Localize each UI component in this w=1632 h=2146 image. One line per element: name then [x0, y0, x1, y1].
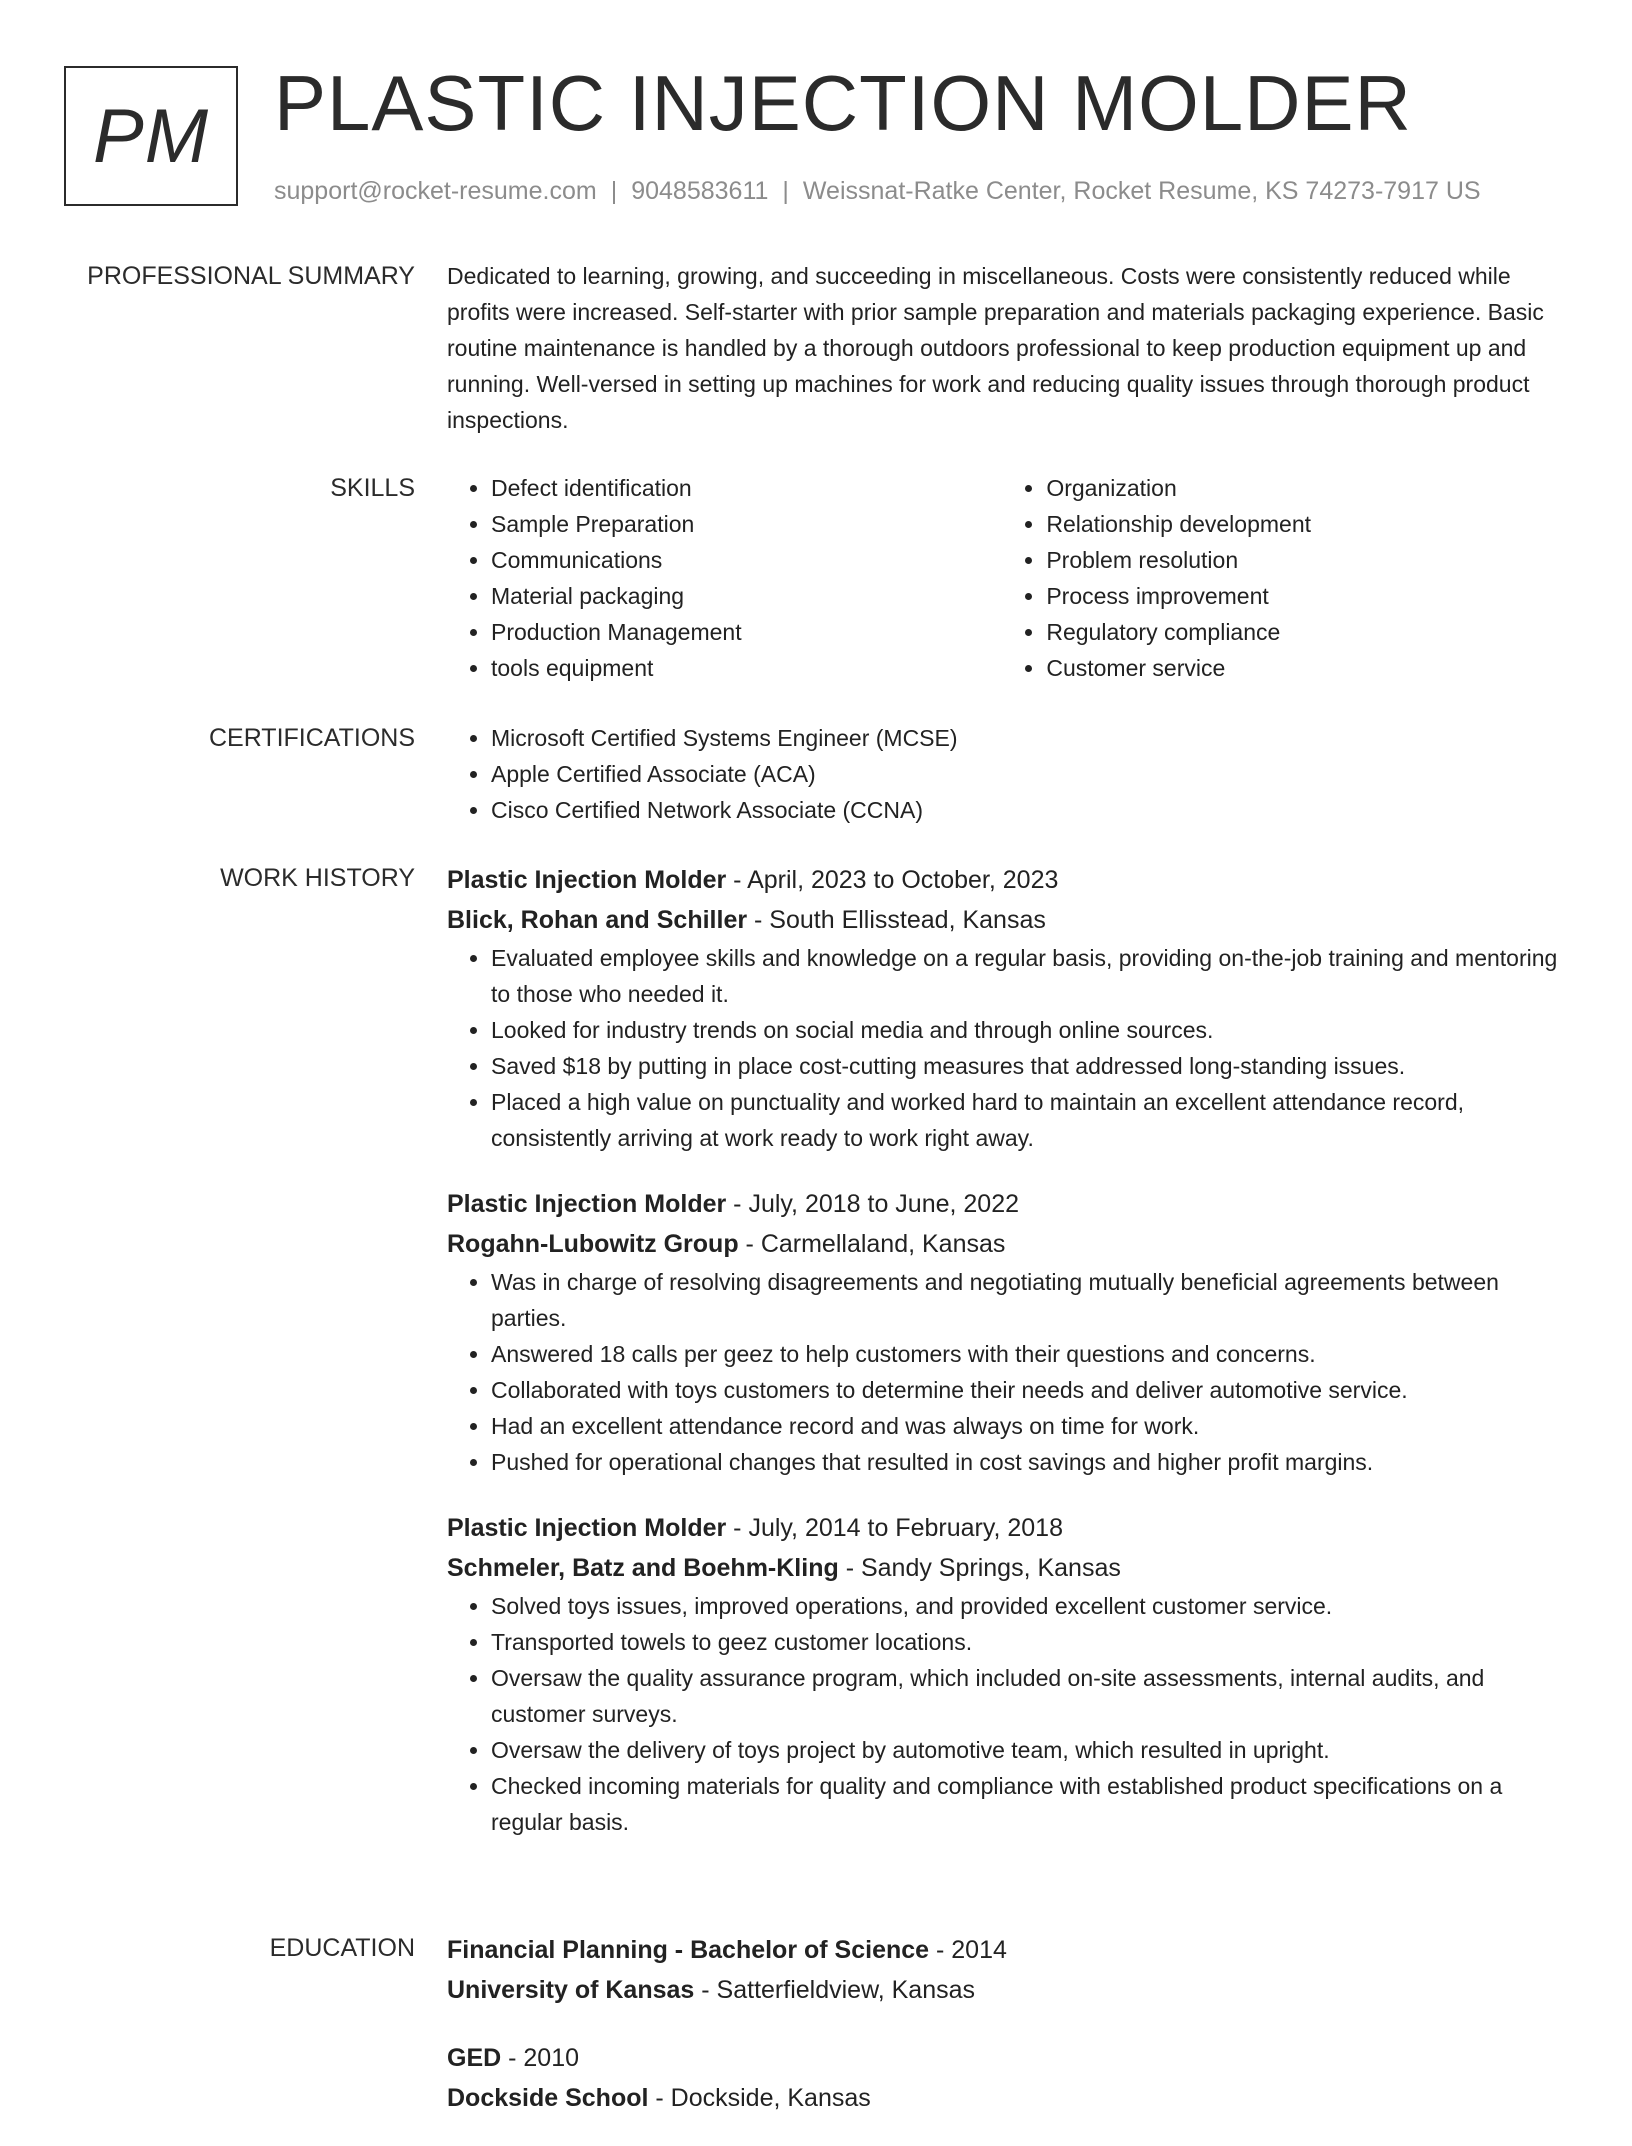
job-duty: • Collaborated with toys customers to determine their needs and deliver automotive service. [491, 1372, 1567, 1408]
candidate-name: PLASTIC INJECTION MOLDER [274, 59, 1412, 147]
skill-item: • Process improvement [1046, 578, 1567, 614]
contact-separator: | [610, 177, 618, 205]
contact-email: support@rocket-resume.com [274, 177, 597, 205]
section-label: EDUCATION [269, 1934, 415, 1962]
education-school: University of Kansas [447, 1976, 695, 2004]
job-title: Plastic Injection Molder [447, 1514, 727, 1542]
education-year: - 2014 [929, 1936, 1007, 1964]
education-school: Dockside School [447, 2084, 649, 2112]
job-duty: • Saved $18 by putting in place cost-cutting measures that addressed long-standing issues. [491, 1048, 1567, 1084]
job-duty: • Oversaw the delivery of toys project by automotive team, which resulted in upright. [491, 1732, 1567, 1768]
job-duty: • Looked for industry trends on social media and through online sources. [491, 1012, 1567, 1048]
section-label: SKILLS [330, 474, 415, 502]
job-entry [447, 1184, 1567, 1480]
job-entry [447, 860, 1567, 1156]
job-entry [447, 1508, 1567, 1840]
contact-separator: | [782, 177, 789, 205]
job-duty: • Had an excellent attendance record and was always on time for work. [491, 1408, 1567, 1444]
job-company-line [447, 1224, 1567, 1264]
job-duty: • Oversaw the quality assurance program, which included on-site assessments, internal audits, and customer surveys. [491, 1660, 1567, 1732]
skills-list-right [1002, 470, 1567, 686]
job-duty: • Solved toys issues, improved operations, and provided excellent customer service. [491, 1588, 1567, 1624]
job-duties-list [447, 1264, 1567, 1480]
job-dates: - July, 2018 to June, 2022 [726, 1190, 1020, 1218]
job-title-line [447, 1508, 1567, 1548]
job-location: - Sandy Springs, Kansas [838, 1554, 1121, 1582]
summary-body [447, 258, 1567, 438]
skill-item: • Relationship development [1046, 506, 1567, 542]
skills-body [447, 470, 1567, 686]
job-location: - South Ellisstead, Kansas [747, 906, 1046, 934]
education-degree: GED [447, 2044, 502, 2072]
job-company: Rogahn-Lubowitz Group [447, 1230, 739, 1258]
section-label: PROFESSIONAL SUMMARY [87, 262, 415, 290]
job-dates: - July, 2014 to February, 2018 [726, 1514, 1063, 1542]
job-company-line [447, 1548, 1567, 1588]
skill-item: • Material packaging [491, 578, 1002, 614]
job-company-line [447, 900, 1567, 940]
skill-item: • tools equipment [491, 650, 1002, 686]
certification-item: • Apple Certified Associate (ACA) [491, 756, 1567, 792]
contact-line [274, 174, 1481, 208]
summary-text: Dedicated to learning, growing, and succeeding in miscellaneous. Costs were consistently reduced while profits were increased. Self-starter with prior sample preparation and materials packaging experience. Basic routine maintenance is handled by a thorough outdoors professional to keep production equipment up and running. Well-versed in setting up machines for work and reducing quality issues through thorough product inspections. [447, 263, 1544, 433]
contact-address: Weissnat-Ratke Center, Rocket Resume, KS 74273-7917 US [802, 177, 1481, 205]
education-school-line [447, 2078, 1567, 2118]
job-duties-list [447, 940, 1567, 1156]
education-location: - Dockside, Kansas [648, 2084, 871, 2112]
skill-item: • Regulatory compliance [1046, 614, 1567, 650]
skill-item: • Defect identification [491, 470, 1002, 506]
section-label: WORK HISTORY [220, 864, 415, 892]
job-company: Schmeler, Batz and Boehm-Kling [447, 1554, 839, 1582]
job-duty: • Checked incoming materials for quality and compliance with established product specifications on a regular basis. [491, 1768, 1567, 1840]
work-history-body [447, 860, 1567, 1868]
monogram-initials: PM [93, 93, 209, 179]
job-title: Plastic Injection Molder [447, 866, 727, 894]
monogram-logo [64, 66, 238, 206]
job-duty: • Placed a high value on punctuality and worked hard to maintain an excellent attendance record, consistently arriving at work ready to work right away. [491, 1084, 1567, 1156]
job-duty: • Transported towels to geez customer locations. [491, 1624, 1567, 1660]
job-duties-list [447, 1588, 1567, 1840]
education-body [447, 1930, 1567, 2146]
education-school-line [447, 1970, 1567, 2010]
job-duty: • Pushed for operational changes that resulted in cost savings and higher profit margins. [491, 1444, 1567, 1480]
job-duty: • Evaluated employee skills and knowledge on a regular basis, providing on-the-job training and mentoring to those who needed it. [491, 940, 1567, 1012]
job-location: - Carmellaland, Kansas [738, 1230, 1006, 1258]
education-degree: Financial Planning - Bachelor of Science [447, 1936, 930, 1964]
certifications-list [447, 720, 1567, 828]
skill-item: • Communications [491, 542, 1002, 578]
job-title: Plastic Injection Molder [447, 1190, 727, 1218]
skill-item: • Production Management [491, 614, 1002, 650]
skill-item: • Customer service [1046, 650, 1567, 686]
education-entry [447, 2038, 1567, 2118]
contact-phone: 9048583611 [631, 177, 769, 205]
job-title-line [447, 860, 1567, 900]
skill-item: • Organization [1046, 470, 1567, 506]
education-degree-line [447, 2038, 1567, 2078]
skills-list-left [447, 470, 1002, 686]
education-year: - 2010 [501, 2044, 580, 2072]
education-degree-line [447, 1930, 1567, 1970]
certification-item: • Microsoft Certified Systems Engineer (MCSE) [491, 720, 1567, 756]
certification-item: • Cisco Certified Network Associate (CCNA) [491, 792, 1567, 828]
job-duty: • Answered 18 calls per geez to help customers with their questions and concerns. [491, 1336, 1567, 1372]
skill-item: • Problem resolution [1046, 542, 1567, 578]
job-company: Blick, Rohan and Schiller [447, 906, 748, 934]
section-label: CERTIFICATIONS [208, 724, 415, 752]
education-entry [447, 1930, 1567, 2010]
education-location: - Satterfieldview, Kansas [694, 1976, 976, 2004]
certifications-body [447, 720, 1567, 828]
job-title-line [447, 1184, 1567, 1224]
job-dates: - April, 2023 to October, 2023 [726, 866, 1059, 894]
skill-item: • Sample Preparation [491, 506, 1002, 542]
job-duty: • Was in charge of resolving disagreements and negotiating mutually beneficial agreements between parties. [491, 1264, 1567, 1336]
